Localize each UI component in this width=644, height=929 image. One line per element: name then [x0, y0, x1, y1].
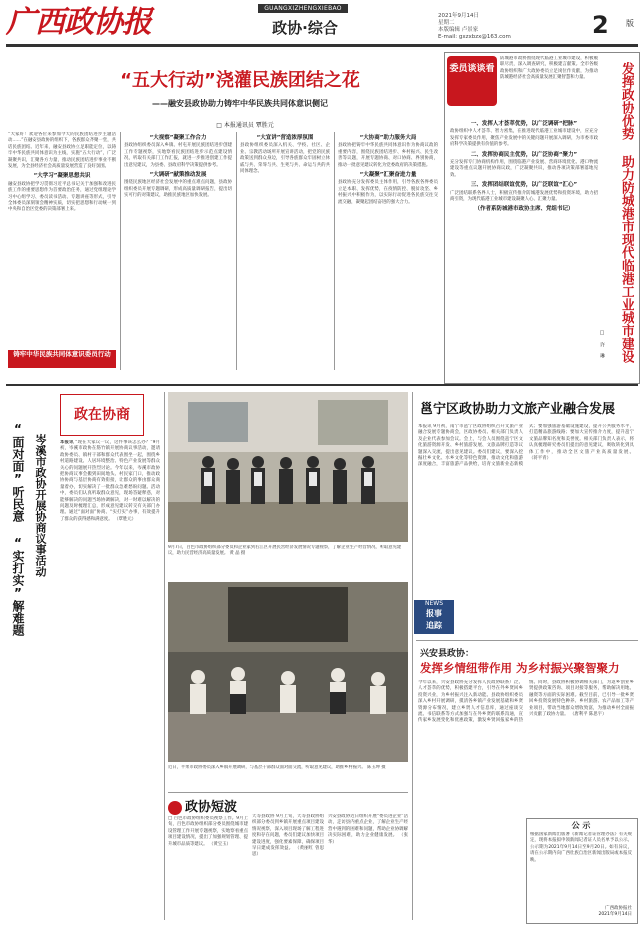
date-block	[438, 13, 558, 41]
lead-col1-text: “大家好！欢迎各位来参加今天的民族团结进步主题活动……”在融安县政协的组织下，各族群众齐聚一堂，共话民族团结。近年来，融安县政协立足职能定位，以铸牢中华民族共同体意识为主线，实施“五大行动”，广泛凝聚共识，汇聚各方力量，推动民族团结进步事业不断发展，为全县经济社会高质量发展营造了良好氛围。	[8, 132, 116, 170]
column-divider	[236, 132, 237, 370]
email-line: E-mail: gxzxbzx@163.com	[438, 34, 511, 40]
brief-col-1	[168, 816, 248, 924]
editor-line: 本版编辑 卢景家	[438, 27, 479, 33]
story2-title-1: 岑溪市政协开展协商议事活动	[34, 434, 47, 577]
lead-column-4	[338, 132, 438, 370]
story2-dateline: 本报讯	[60, 440, 74, 445]
notice-footer	[560, 906, 632, 918]
brief-col1-author: （黄宝玉）	[208, 841, 231, 847]
lead-col2-text-b: 围绕民族地区经济社会发展中的重点难点问题，县政协组织委员开展专题调研，形成高质量调研报告，提出切实可行的对策建议，助推民族地区加快发展。	[124, 180, 232, 199]
story2-text: “现在大家议一议，这件事该怎么办？”9月初，岑溪市政协在筋竹镇开展协商议事活动，邀请政协委员、镇村干部和群众代表围坐一起，围绕乡村道路建设、人居环境整治、特色产业发展等群众关心的问题展开热烈讨论。今年以来，岑溪市政协把协商议事会搬到田间地头、村民家门口，推动政协协商与基层协商有效衔接，让群众的事由群众商量着办，切实解决了一批群众急难愁盼问题。活动中，委员们认真听取群众意见，现场答疑释惑，对能够解决的问题当场协调解决，对一时难以解决的问题及时梳理汇总，形成意见建议转交有关部门办理。通过“面对面”协商、“实打实”办事，有效提升了群众的获得感和满意度。	[60, 440, 160, 522]
lead-col1-text-b: 融安县政协把学习贯彻习近平总书记关于加强和改进民族工作的重要思想作为首要政治任务，通过党组理论学习中心组学习、委员读书活动、专题讲座等形式，引导全体委员深刻领会精神实质，切实把思想和行动统一到中央和自治区党委的决策部署上来。	[8, 181, 116, 213]
column-divider	[164, 392, 165, 920]
photo-meeting	[168, 582, 408, 762]
brief-col2-text: 天等县政协 9月上旬，天等县政协组织部分委员到乡镇开展重点项目建设情况视察，深入项目现场了解工程进度和存在问题，委员们建议加快项目建设进度，强化要素保障，确保项目早日建成发挥效益。	[252, 814, 324, 852]
opinion-point-1: 政协组织中人才荟萃、智力密集，在推进现代临港工业城市建设中，应充分发挥专家委员作用，聚焦产业发展中的关键问题开展深入调研，为市委市政府科学决策提供有价值的参考。	[450, 129, 598, 148]
story4-title: 发挥乡情纽带作用 为乡村振兴聚智聚力	[420, 661, 620, 675]
page-number: 2	[592, 11, 609, 39]
photo-meeting-credit: 陈玉坤 摄	[367, 765, 386, 770]
story3-text: 本报讯 9月初，南宁市邕宁区政协组织召开文旅产业融合发展专题协商会，区政协委员、相关部门负责人及企业代表参加会议。会上，与会人员围绕邕宁区文化旅游资源开发、乡村旅游发展、文旅品牌打造等议题深入交流，提出意见建议。委员们建议，要深入挖掘壮乡文化、水乡文化等特色资源，推动文化和旅游深度融合，丰富旅游产品供给，培育文旅新业态新模式；要加强旅游基础设施建设，提升公共服务水平，打造精品旅游线路；要加大宣传推介力度，提升邕宁文旅品牌知名度和美誉度。相关部门负责人表示，将认真梳理研究委员们提出的意见建议，吸收转化到具体工作中，推动全区文旅产业高质量发展。	[418, 424, 634, 468]
news-badge	[414, 600, 454, 634]
brief-icon	[168, 801, 182, 815]
column-divider	[412, 392, 413, 920]
weekday-line: 星期二	[438, 20, 455, 26]
story3-author: （蒋平青）	[529, 456, 551, 462]
section-rule	[6, 384, 638, 386]
lead-byline: □ 本报通讯员 覃胜元	[216, 122, 274, 129]
pinyin-bar: GUANGXIZHENGXIEBAO	[258, 4, 348, 13]
opinion-point-2: 充分发挥专门协商机构作用，围绕临港产业发展、营商环境优化、港口物流建设等重点议题开展协商议政，广泛凝聚共识，推动各项决策部署落地见效。	[450, 160, 598, 178]
notice-title: 公 示	[571, 821, 591, 830]
section-title: 政协·综合	[272, 19, 338, 37]
masthead-rule	[6, 44, 638, 47]
opinion-point-3: 广泛团结联系各界人士，积极宣传推介防城港发展优势和投资环境，助力招商引资，为现代临港工业城市建设凝聚人心、汇聚力量。	[450, 190, 598, 203]
page-word: 版	[626, 19, 634, 28]
opinion-intro: 防城港市政协围绕现代临港工业城市建设，积极履职尽责，深入调查研究，积极建言献策。全市各级政协组织和广大政协委员立足岗位作贡献，为推动防城港经济社会高质量发展汇聚智慧和力量。	[500, 56, 598, 81]
opinion-badge: 委员谈谈看	[447, 56, 497, 106]
brief-col2-author: （黄丽红 曾思思）	[252, 846, 324, 858]
news-badge-line3: 追踪	[426, 621, 442, 630]
notice-date: 2021年9月14日	[598, 912, 632, 917]
lead-col2-text: 县政协组织委员深入乡镇、村屯开展民族团结进步创建工作专题视察，实地察看民族团结进步示范点建设情况，听取有关部门工作汇报，就进一步推进创建工作提出意见建议，为县委、县政府科学决策提供参考。	[124, 143, 232, 168]
column-divider	[120, 132, 121, 370]
lead-col3-subhead: “大宣讲”营造浓厚氛围	[256, 135, 314, 141]
photo-meeting-caption	[168, 765, 408, 789]
brief-col1-text: □ 百色市政协组织委员视察工作。9月上旬，百色市政协组织部分委员围绕城市建设管理工作开展专题视察，实地察看重点项目建设情况，提出了加强规划管理、提升城市品质等建议。	[168, 816, 248, 847]
photo-visit-credit: 黄 晶 摄	[229, 551, 246, 557]
lead-column-1	[8, 132, 116, 342]
opinion-footer: （作者系防城港市政协主席、党组书记）	[474, 206, 574, 213]
date-line: 2021年9月14日	[438, 13, 479, 19]
brief-title	[168, 796, 288, 814]
lead-col1-subhead: “大学习”凝聚思想共识	[33, 173, 91, 180]
story-rule	[416, 640, 638, 641]
opinion-heading: 发挥政协优势 助力防城港市现代临港工业城市建设	[619, 62, 634, 363]
notice-body: 根据国家新闻出版署《新闻记者证管理办法》有关规定，现将本报拟申领新闻记者证人员名单予以公示。公示期为2021年9月14日至9月20日。如有异议，请在公示期内向广西壮族自治区新闻出版局或本报反映。	[530, 832, 632, 863]
photo-visit-caption-text: 9月7日，百色市政协组织部分委员和企业家到右江区开展民营经济发展情况专题视察，了解企业生产经营情况，听取意见建议，助力民营经济高质量发展。	[168, 545, 402, 557]
lead-col4-subhead: “大协商”助力服务大局	[359, 135, 417, 141]
story4-body	[418, 680, 634, 790]
lead-col4-text-b: 县政协充分发挥委员主体作用，引导各族各界委员立足本职、发挥优势，在疫情防控、脱贫攻坚、乡村振兴中积极作为，以实际行动促进各民族交往交流交融，凝聚起团结奋进的强大合力。	[338, 180, 438, 205]
story3-title: 邕宁区政协助力文旅产业融合发展	[420, 402, 616, 417]
brief-col3-author: （张 华）	[328, 833, 408, 845]
lead-subheadline: ——融安县政协助力铸牢中华民族共同体意识侧记	[152, 99, 328, 108]
brief-rule	[168, 792, 408, 793]
lead-col4-text: 县政协把铸牢中华民族共同体意识作为协商议政的重要内容，围绕民族团结进步、乡村振兴、民生改善等议题，开展专题协商、对口协商、界别协商，推动一批意见建议转化为党委政府的决策措施。	[338, 143, 438, 168]
opinion-point-1-head: 一、发挥人才荟萃优势，以广泛调研“把脉”	[470, 121, 578, 127]
story4-text: 今年以来，兴安县政协充分发挥人民政协联系广泛、人才荟萃的优势，积极搭建平台，引导在外乡贤回乡投资兴业，为乡村振兴注入新动能。县政协组织委员深入乡村开展调研，摸清各乡镇产业发展基础和乡贤资源分布情况，建立乡贤人才信息库，通过座谈交流、书信联系等方式加强与在外乡贤的联系沟通，宣传家乡发展变化和优惠政策，激发乡贤回报家乡的热情。同时，县政协积极协调相关部门，为返乡创业乡贤提供政策咨询、项目对接等服务，帮助解决用地、融资等方面的实际困难。截至目前，已引导一批乡贤回乡投资发展特色种养、乡村旅游、农产品加工等产业项目，带动当地群众增收致富，为推动乡村全面振兴贡献了政协力量。	[418, 680, 634, 724]
brief-title-text: 政协短波	[185, 800, 238, 815]
column-divider	[334, 132, 335, 370]
photo-visit	[168, 392, 408, 542]
story2-author: （覃胜元）	[114, 516, 137, 522]
opinion-point-3-head: 三、发挥团结联谊优势，以广泛联谊“汇心”	[470, 182, 578, 189]
brief-col-2	[252, 814, 324, 924]
lead-column-3	[240, 132, 330, 370]
lead-col2-subhead-2: “大调研”献策推动发展	[149, 172, 207, 179]
notice-org: 广西政协报社	[605, 906, 632, 911]
opinion-body	[450, 118, 598, 380]
lead-column-2	[124, 132, 232, 370]
lead-col2-subhead: “大视察”凝聚工作合力	[149, 135, 207, 141]
photo-meeting-caption-text: 近日，平果市政协委员深入乡镇开展调研，与基层干部群众面对面交流，听取意见建议，助推乡村振兴。	[168, 765, 366, 770]
news-badge-line2: 报事	[426, 609, 442, 618]
story2-title-2: “面对面”听民意 “实打实”解难题	[11, 422, 25, 636]
lead-col3-text: 县政协组织委员深入机关、学校、社区、企业、宗教活动场所开展宣讲活动，把党的民族政策送到群众身边，引导各族群众牢固树立休戚与共、荣辱与共、生死与共、命运与共的共同体理念。	[240, 143, 330, 175]
logo-text: 广西政协报	[6, 5, 151, 40]
masthead-logo	[6, 4, 156, 42]
brief-col3-text: 兴安县政协近日组织开展“委员进企业”活动，走访县内重点企业，了解企业生产经营中遇到的困难和问题，帮助企业协调解决实际困难，助力企业健康发展。	[328, 814, 408, 839]
photo-visit-caption	[168, 545, 408, 575]
photo-meeting-image	[168, 582, 408, 762]
story2-body	[60, 440, 160, 890]
photo-visit-image	[168, 392, 408, 542]
brief-col-3	[328, 814, 408, 924]
opinion-point-2-head: 二、发挥协商民主优势，以广泛协商“聚力”	[470, 151, 578, 158]
lead-col4-subhead-2: “大凝聚”汇聚奋进力量	[359, 172, 417, 179]
lead-red-label: 铸牢中华民族共同体意识委员行动	[8, 350, 116, 368]
news-badge-line1: NEWS	[424, 600, 444, 607]
opinion-byline: □ 许 琳	[599, 330, 605, 358]
story2-title-block	[8, 392, 56, 692]
lead-headline: “五大行动”浇灌民族团结之花	[120, 70, 360, 91]
story2-tag: 政在协商	[60, 394, 144, 436]
story4-kicker: 兴安县政协：	[420, 649, 475, 659]
story4-author: （唐利平 陈思宇）	[569, 712, 607, 718]
